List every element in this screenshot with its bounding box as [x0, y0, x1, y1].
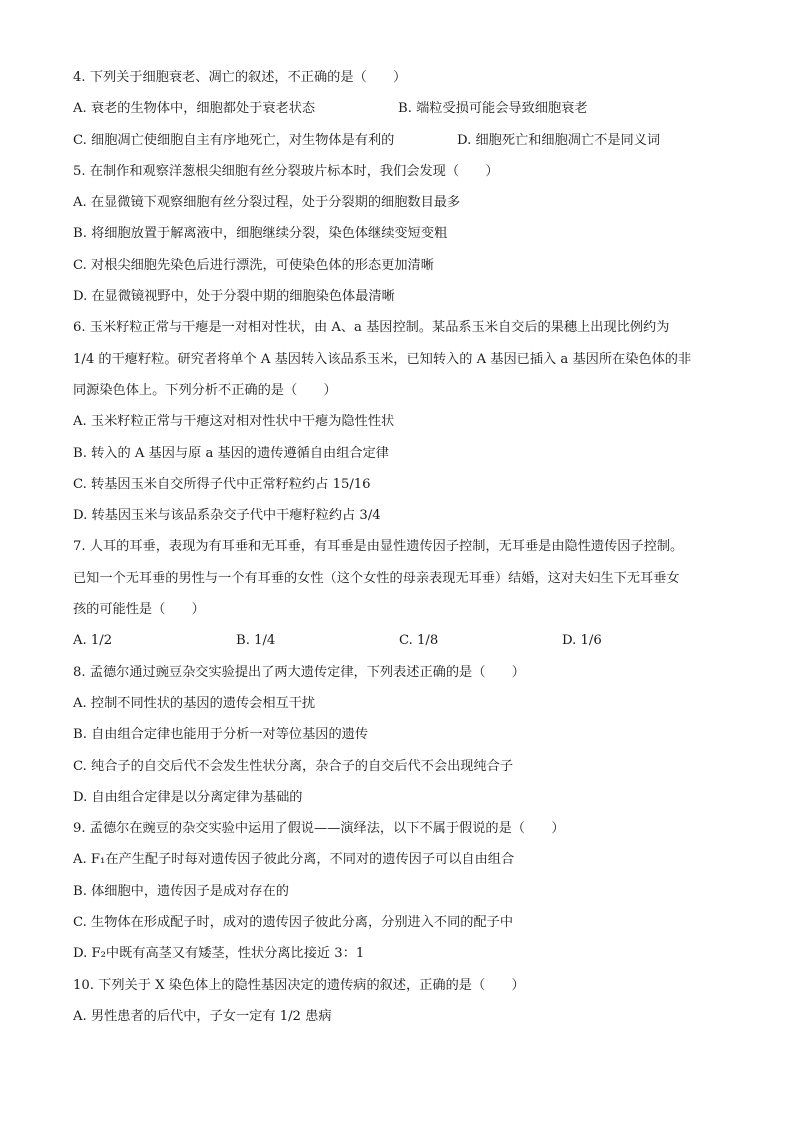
question-stem: 4. 下列关于细胞衰老、凋亡的叙述，不正确的是（ ） [73, 70, 407, 85]
question-stem-line: 1/4 的干瘪籽粒。研究者将单个 A 基因转入该品系玉米，已知转入的 A 基因已插入 a 基因所在染色体的非 [73, 351, 692, 367]
option-d: D. 1/6 [562, 633, 602, 649]
question-7 [73, 531, 733, 656]
option-c: C. 1/8 [399, 633, 439, 649]
option-d: D. 转基因玉米与该品系杂交子代中干瘪籽粒约占 3/4 [73, 508, 381, 524]
option-b: B. 将细胞放置于解离液中，细胞继续分裂，染色体继续变短变粗 [73, 226, 448, 242]
option-d: D. 在显微镜视野中，处于分裂中期的细胞染色体最清晰 [73, 289, 395, 305]
option-a: A. 玉米籽粒正常与干瘪这对相对性状中干瘪为隐性性状 [73, 414, 395, 430]
option-a: A. 控制不同性状的基因的遗传会相互干扰 [73, 695, 316, 711]
question-5 [73, 156, 733, 312]
question-6 [73, 312, 733, 531]
option-b: B. 端粒受损可能会导致细胞衰老 [398, 101, 588, 117]
option-b: B. 转入的 A 基因与原 a 基因的遗传遵循自由组合定律 [73, 445, 389, 461]
question-stem-line: 7. 人耳的耳垂，表现为有耳垂和无耳垂，有耳垂是由显性遗传因子控制，无耳垂是由隐性遗传因子控制。 [73, 539, 684, 555]
option-a: A. F₁在产生配子时每对遗传因子彼此分离，不同对的遗传因子可以自由组合 [73, 852, 515, 868]
option-c: C. 细胞凋亡使细胞自主有序地死亡，对生物体是有利的 [73, 132, 395, 148]
option-a: A. 1/2 [73, 633, 113, 649]
question-stem-line: 已知一个无耳垂的男性与一个有耳垂的女性（这个女性的母亲表现无耳垂）结婚，这对夫妇生下无耳垂女 [73, 570, 680, 586]
question-4 [73, 62, 733, 156]
option-c: C. 纯合子的自交后代不会发生性状分离，杂合子的自交后代不会出现纯合子 [73, 758, 514, 774]
question-stem: 8. 孟德尔通过豌豆杂交实验提出了两大遗传定律，下列表述正确的是（ ） [73, 664, 525, 680]
question-stem: 9. 孟德尔在豌豆的杂交实验中运用了假说——演绎法，以下不属于假说的是（ ） [73, 821, 565, 837]
exam-page [73, 62, 733, 1032]
option-c: C. 生物体在形成配子时，成对的遗传因子彼此分离，分别进入不同的配子中 [73, 915, 514, 931]
option-c: C. 对根尖细胞先染色后进行漂洗，可使染色体的形态更加清晰 [73, 257, 434, 273]
option-b: B. 自由组合定律也能用于分析一对等位基因的遗传 [73, 727, 369, 743]
option-d: D. 细胞死亡和细胞凋亡不是同义词 [457, 132, 661, 148]
question-stem-line: 孩的可能性是（ ） [73, 602, 205, 618]
option-row [73, 625, 733, 656]
option-d: D. 自由组合定律是以分离定律为基础的 [73, 789, 303, 805]
question-stem: 10. 下列关于 X 染色体上的隐性基因决定的遗传病的叙述，正确的是（ ） [73, 977, 525, 993]
option-b: B. 体细胞中，遗传因子是成对存在的 [73, 883, 289, 899]
option-a: A. 在显微镜下观察细胞有丝分裂过程，处于分裂期的细胞数目最多 [73, 195, 461, 211]
option-a: A. 衰老的生物体中，细胞都处于衰老状态 [73, 101, 316, 117]
question-8 [73, 657, 733, 813]
question-9 [73, 813, 733, 969]
question-stem-line: 6. 玉米籽粒正常与干瘪是一对相对性状，由 A、a 基因控制。某品系玉米自交后的果穗上出现比例约为 [73, 320, 670, 336]
option-d: D. F₂中既有高茎又有矮茎，性状分离比接近 3：1 [73, 946, 365, 962]
question-stem-line: 同源染色体上。下列分析不正确的是（ ） [73, 382, 337, 398]
option-b: B. 1/4 [236, 633, 276, 649]
question-stem: 5. 在制作和观察洋葱根尖细胞有丝分裂玻片标本时，我们会发现（ ） [73, 163, 499, 179]
question-10 [73, 970, 733, 1033]
option-row [73, 125, 733, 156]
option-a: A. 男性患者的后代中，子女一定有 1/2 患病 [73, 1008, 332, 1024]
option-c: C. 转基因玉米自交所得子代中正常籽粒约占 15/16 [73, 476, 371, 492]
option-row [73, 93, 733, 124]
